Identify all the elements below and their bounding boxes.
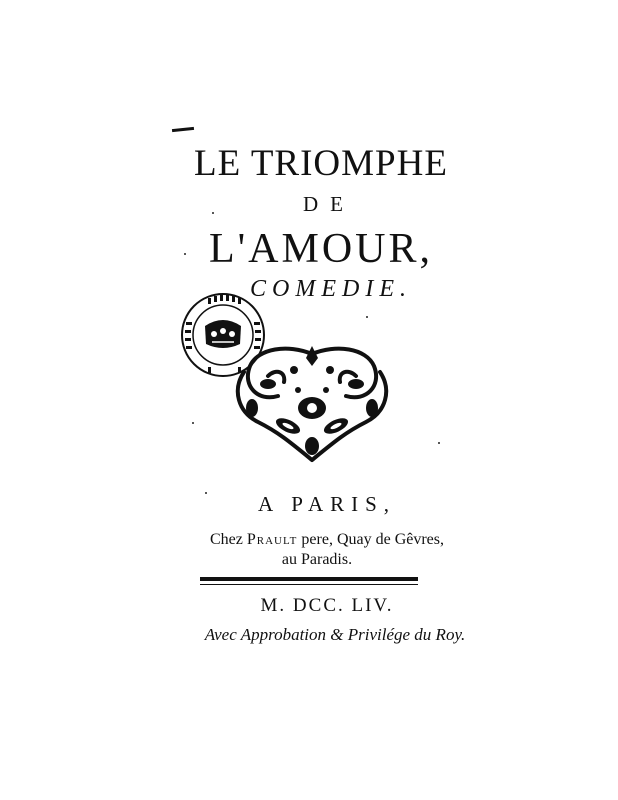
ink-speck xyxy=(192,422,194,424)
double-rule-thin xyxy=(200,584,418,585)
ink-speck xyxy=(438,442,440,444)
ink-speck xyxy=(212,212,214,214)
imprint-date: M. DCC. LIV. xyxy=(260,595,394,616)
publisher-name: Prault xyxy=(246,531,298,548)
ink-speck xyxy=(184,253,186,255)
title-line-2: DE xyxy=(303,192,355,216)
imprint-privilege: Avec Approbation & Privilége du Roy. xyxy=(204,625,466,644)
ink-speck xyxy=(205,492,207,494)
ink-mark xyxy=(172,127,194,132)
floral-vignette-icon xyxy=(228,342,396,468)
imprint-locality: au Paradis. xyxy=(281,551,353,568)
title-line-3: L'AMOUR, xyxy=(208,226,434,272)
double-rule-thick xyxy=(200,577,418,581)
publisher-suffix: pere, Quay de Gêvres, xyxy=(297,531,445,548)
imprint-publisher xyxy=(18,531,618,549)
title-line-1: LE TRIOMPHE xyxy=(194,143,448,184)
ink-speck xyxy=(366,316,368,318)
publisher-prefix: Chez xyxy=(209,531,247,548)
imprint-city: A PARIS, xyxy=(257,492,397,516)
genre-label: COMEDIE. xyxy=(250,276,412,302)
